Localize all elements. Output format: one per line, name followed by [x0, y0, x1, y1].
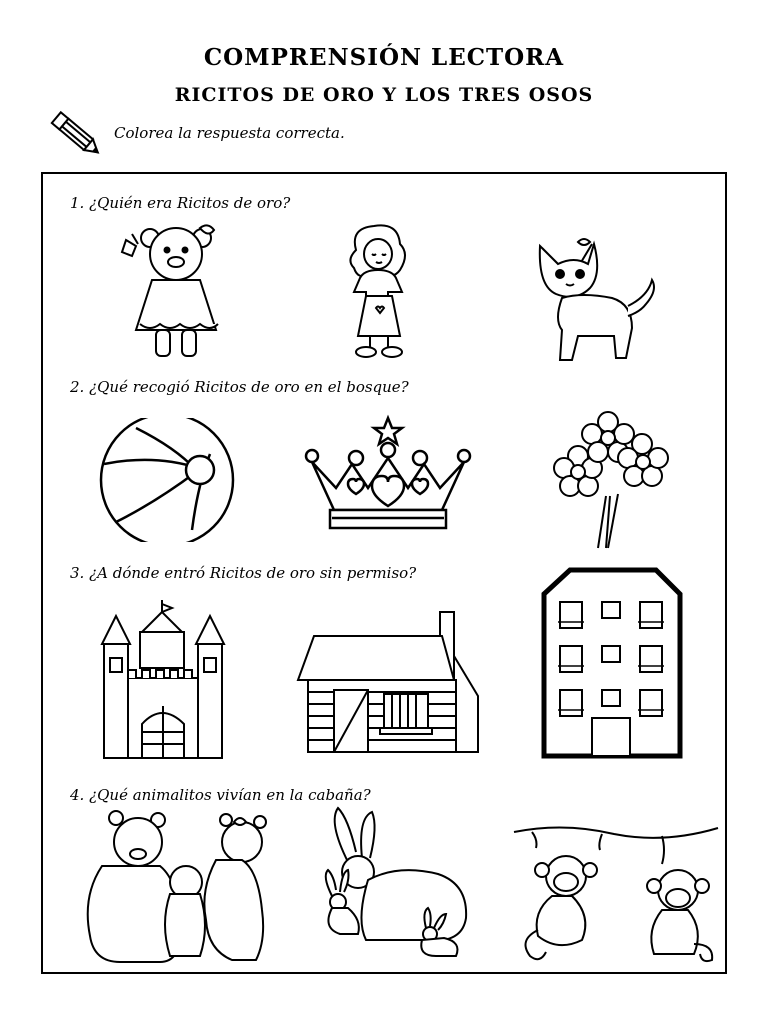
- question-3: 3. ¿A dónde entró Ricitos de oro sin permiso?: [70, 564, 417, 582]
- option-crown[interactable]: [300, 414, 476, 544]
- option-white-kitten[interactable]: [532, 236, 666, 366]
- option-flower-bouquet[interactable]: [548, 402, 672, 550]
- option-monkeys[interactable]: [512, 818, 722, 964]
- question-1: 1. ¿Quién era Ricitos de oro?: [70, 194, 291, 212]
- option-rabbits[interactable]: [318, 806, 470, 960]
- pencil-icon: [48, 110, 106, 160]
- question-4: 4. ¿Qué animalitos vivían en la cabaña?: [70, 786, 371, 804]
- option-castle[interactable]: [96, 598, 230, 760]
- page-subtitle: RICITOS DE ORO Y LOS TRES OSOS: [174, 84, 594, 106]
- option-teddy-bear-girl[interactable]: [112, 220, 228, 366]
- page-title: COMPRENSIÓN LECTORA: [203, 44, 565, 71]
- option-three-bears[interactable]: [76, 810, 276, 966]
- instruction-text: Colorea la respuesta correcta.: [114, 124, 345, 142]
- question-2: 2. ¿Qué recogió Ricitos de oro en el bosque?: [70, 378, 409, 396]
- option-wooden-cabin[interactable]: [294, 608, 486, 758]
- option-curly-haired-girl[interactable]: [334, 222, 424, 362]
- option-beach-ball[interactable]: [96, 418, 238, 542]
- option-apartment-building[interactable]: [540, 566, 684, 762]
- instruction-row: [48, 110, 548, 160]
